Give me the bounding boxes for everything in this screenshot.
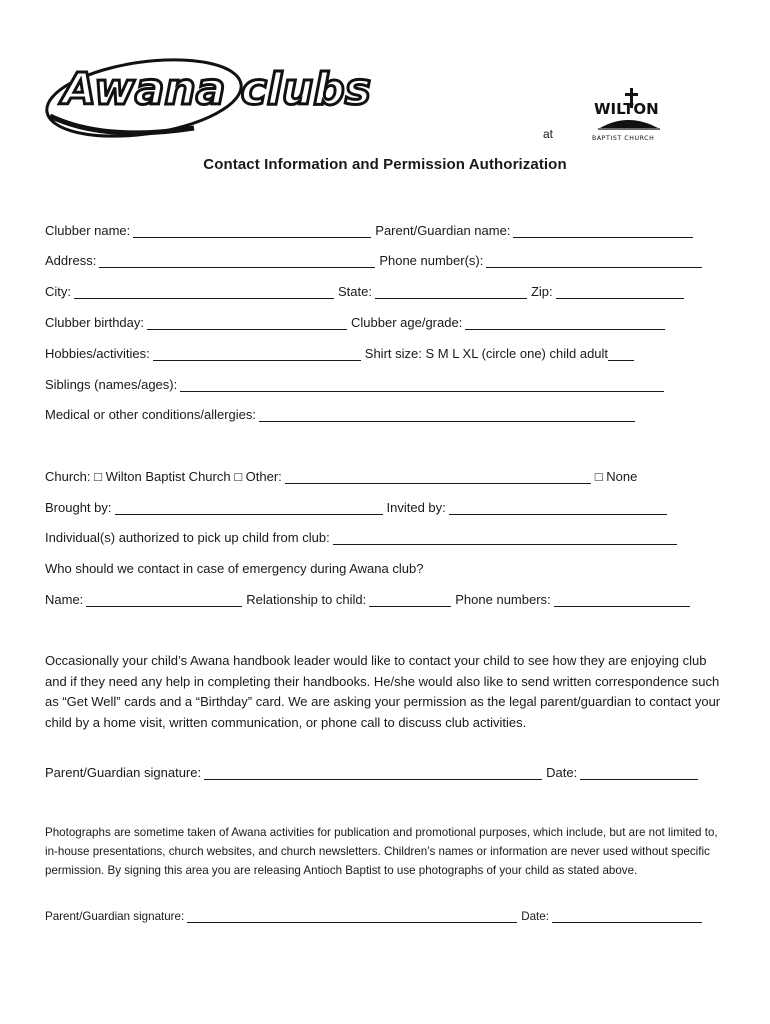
shirt-size-label: Shirt size: S M L XL (circle one) child adult: [364, 346, 609, 361]
at-label: at: [543, 127, 554, 141]
city-field[interactable]: [74, 286, 334, 299]
row-hobbies: [45, 346, 638, 361]
row-pickup: [45, 530, 681, 545]
signature-2-label: Parent/Guardian signature:: [45, 910, 185, 923]
relationship-label: Relationship to child:: [246, 592, 367, 607]
birthday-field[interactable]: [147, 317, 347, 330]
signature-1-date-field[interactable]: [580, 767, 698, 780]
row-emergency-contact: [45, 592, 694, 607]
church-other-field[interactable]: [285, 471, 591, 484]
pickup-field[interactable]: [333, 532, 677, 545]
brought-by-label: Brought by:: [45, 500, 112, 515]
zip-label: Zip:: [530, 284, 553, 299]
age-grade-label: Clubber age/grade:: [351, 315, 463, 330]
row-siblings: [45, 377, 668, 392]
emergency-phone-label: Phone numbers:: [455, 592, 551, 607]
church-label: Church: □ Wilton Baptist Church □ Other:: [45, 469, 282, 484]
invited-by-field[interactable]: [449, 502, 667, 515]
address-label: Address:: [45, 253, 97, 268]
emergency-name-label: Name:: [45, 592, 84, 607]
row-brought-by: [45, 500, 671, 515]
signature-2-date-field[interactable]: [552, 910, 702, 923]
signature-2-field[interactable]: [187, 910, 517, 923]
siblings-label: Siblings (names/ages):: [45, 377, 178, 392]
row-emergency-question: [45, 561, 426, 576]
row-birthday: [45, 315, 669, 330]
clubber-name-label: Clubber name:: [45, 223, 131, 238]
church-logo-sub: BAPTIST CHURCH: [592, 135, 655, 142]
hobbies-label: Hobbies/activities:: [45, 346, 150, 361]
relationship-field[interactable]: [369, 594, 451, 607]
church-none-option[interactable]: □ None: [594, 469, 638, 484]
row-clubber-name: [45, 223, 697, 238]
row-medical: [45, 407, 639, 422]
contact-permission-paragraph: Occasionally your child’s Awana handbook leader would like to contact your child to see how they are enjoying club and if they need any help in completing their handbooks. He/she would also like to send written correspondence such as “Get Well” cards and a “Birthday” card. We are asking your permission as the legal parent/guardian to contact your child by a home visit, written communication, or phone call to discuss club activities.: [45, 653, 721, 730]
clubber-name-field[interactable]: [133, 225, 371, 238]
awana-clubs-logo: [44, 46, 371, 142]
parent-name-label: Parent/Guardian name:: [375, 223, 511, 238]
medical-label: Medical or other conditions/allergies:: [45, 407, 256, 422]
medical-field[interactable]: [259, 409, 635, 422]
state-field[interactable]: [375, 286, 527, 299]
emergency-phone-field[interactable]: [554, 594, 690, 607]
hobbies-field[interactable]: [153, 348, 361, 361]
form-title: Contact Information and Permission Authorization: [203, 156, 567, 173]
row-signature-1: [45, 765, 702, 780]
photo-release-paragraph: Photographs are sometime taken of Awana activities for publication and promotional purposes, which include, but are not limited to, in-house presentations, church websites, and church newsletters. Children’s names or information are never used without specific permission. By signing this area you are releasing Antioch Baptist to use photographs of your child as stated above.: [45, 826, 718, 878]
city-label: City:: [45, 284, 71, 299]
signature-1-label: Parent/Guardian signature:: [45, 765, 202, 780]
siblings-field[interactable]: [180, 379, 664, 392]
parent-name-field[interactable]: [513, 225, 693, 238]
state-label: State:: [338, 284, 372, 299]
pickup-label: Individual(s) authorized to pick up child from club:: [45, 530, 330, 545]
emergency-name-field[interactable]: [86, 594, 242, 607]
row-city: [45, 284, 688, 299]
invited-by-label: Invited by:: [386, 500, 446, 515]
brought-by-field[interactable]: [115, 502, 383, 515]
emergency-question: Who should we contact in case of emergency during Awana club?: [45, 561, 424, 576]
awana-logo-text: Awana clubs: [62, 64, 371, 115]
row-church: [45, 469, 640, 484]
shirt-size-field[interactable]: [608, 348, 634, 361]
phone-numbers-field[interactable]: [486, 255, 702, 268]
church-logo-name: WILTON: [594, 100, 659, 118]
row-signature-2: [45, 910, 706, 923]
zip-field[interactable]: [556, 286, 684, 299]
wilton-baptist-church-logo: [590, 88, 666, 144]
signature-2-date-label: Date:: [521, 910, 549, 923]
signature-1-date-label: Date:: [546, 765, 578, 780]
birthday-label: Clubber birthday:: [45, 315, 144, 330]
row-address: [45, 253, 706, 268]
address-field[interactable]: [99, 255, 375, 268]
age-grade-field[interactable]: [465, 317, 665, 330]
signature-1-field[interactable]: [204, 767, 542, 780]
phone-numbers-label: Phone number(s):: [379, 253, 484, 268]
